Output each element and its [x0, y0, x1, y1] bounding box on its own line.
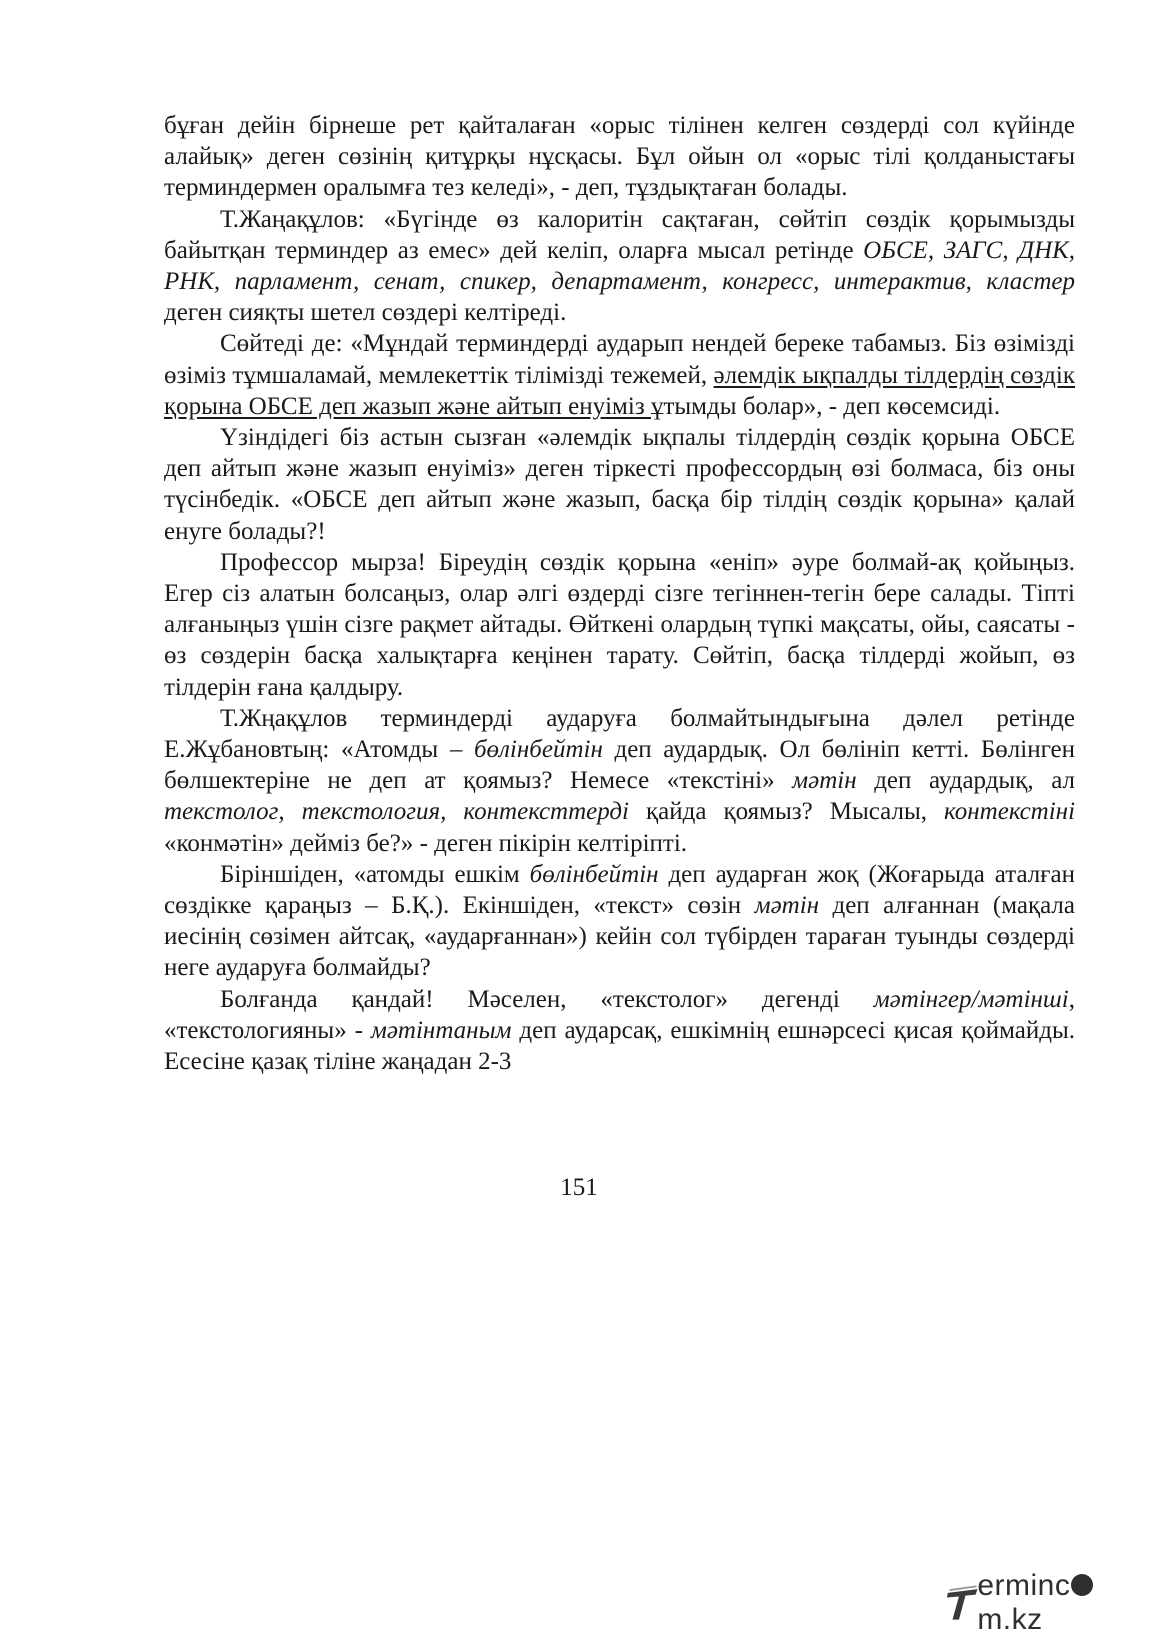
- page-number: 151: [560, 1174, 598, 1201]
- paragraph-3: [164, 328, 1075, 422]
- text-run: деп аударған жоқ (Жоғарыда аталған сөздікке қараңыз – Б.Қ.). Екіншіден, «текст» сөзін: [164, 860, 1075, 920]
- text-run: Біріншіден, «атомды ешкім: [220, 860, 530, 888]
- text-run: Болғанда қандай! Мәселен, «текстолог» дегенді: [220, 985, 874, 1013]
- paragraph-4: [164, 422, 1075, 547]
- text-run: Т.Жаңақұлов: «Бүгінде өз калоритін сақтаған, сөйтіп сөздік қорымызды байытқан терминдер аз емес» дей келіп, оларға мысал ретінде: [164, 205, 1075, 264]
- document-body: [164, 110, 1075, 1077]
- text-run: «конмәтін» дейміз бе?» - деген пікірін келтіріпті.: [164, 829, 688, 857]
- italic-run: мәтінгер/мәтінші: [873, 985, 1069, 1013]
- text-run: деп алғаннан (мақала иесінің сөзімен айтсақ, «аударғаннан») кейін сол түбірден тараған туынды сөздерді неге аударуға болмайды?: [164, 892, 1075, 982]
- text-run: Т.Жңақұлов терминдерді аударуға болмайтындығына дәлел ретінде Е.Жұбановтың: «Атомды –: [164, 704, 1075, 764]
- italic-run: ОБСЕ, ЗАГС, ДНК, РНК, парламент, сенат, спикер, департамент, конгресс, интерактив, кластер: [164, 236, 1075, 296]
- watermark-text: ermincm.kz: [977, 1569, 1146, 1637]
- text-run: ұтымды болар», - деп көсемсиді.: [650, 392, 1001, 420]
- text-run: Сөйтеді де: «Мұндай терминдерді аударып нендей береке табамыз. Біз өзімізді өзіміз тұмшаламай, мемлекеттік тілімізді тежемей,: [164, 330, 1075, 389]
- italic-run: мәтін: [792, 767, 857, 795]
- italic-run: текстолог, текстология, контексттерді: [164, 798, 630, 826]
- text-run: қайда қоямыз? Мысалы,: [629, 798, 945, 826]
- italic-run: бөлінбейтін: [473, 736, 603, 764]
- italic-run: мәтінтаным: [370, 1016, 512, 1044]
- text-run: бұған дейін бірнеше рет қайталаған «орыс тілінен келген сөздерді сол күйінде алайық» деген сөзінің қитұрқы нұсқасы. Бұл ойын ол «орыс тілі қолданыстағы терминдермен оралымға тез келеді», - деп, тұздықтаған болады.: [164, 112, 1075, 202]
- paragraph-7: [164, 859, 1075, 984]
- italic-run: контекстіні: [944, 798, 1076, 826]
- paragraph-8: [164, 984, 1075, 1078]
- text-run: деген сияқты шетел сөздері келтіреді.: [164, 299, 567, 327]
- text-run: деп аудардық. Ол бөлініп кетті. Бөлінген бөлшектеріне не деп ат қоямыз? Немесе «текстіні»: [164, 736, 1075, 795]
- italic-run: мәтін: [754, 892, 820, 920]
- text-run: , «текстологияны» -: [164, 985, 1075, 1044]
- underlined-run: әлемдік ықпалды тілдердің сөздік қорына ОБСЕ деп жазып және айтып енуіміз: [164, 361, 1075, 420]
- text-run: Профессор мырза! Біреудің сөздік қорына «еніп» әуре болмай-ақ қойыңыз. Егер сіз алатын болсаңыз, олар әлгі өздерді сізге тегіннен-тегін бере салады. Тіпті алғаныңыз үшін сізге рақмет айтады. Өйткені олардың түпкі мақсаты, ойы, саясаты - өз сөздерін басқа халықтарға кеңінен тарату. Сөйтіп, басқа тілдерді жойып, өз тілдерін ғана қалдыру.: [164, 548, 1075, 701]
- paragraph-2: [164, 204, 1075, 329]
- text-run: Үзіндідегі біз астын сызған «әлемдік ықпалы тілдердің сөздік қорына ОБСЕ деп айтып және жазып енуіміз» деген тіркесті профессордың өзі болмаса, біз оны түсінбедік. «ОБСЕ деп айтып және жазып, басқа бір тілдің сөздік қорына» қалай енуге болады?!: [164, 424, 1075, 545]
- paragraph-6: [164, 703, 1075, 859]
- text-run: деп аудардық, ал: [856, 767, 1075, 795]
- text-run: деп аударсақ, ешкімнің ешнәрсесі қисая қоймайды. Есесіне қазақ тіліне жаңадан 2-3: [164, 1016, 1076, 1076]
- terminco-logo-icon: [946, 1583, 979, 1623]
- paragraph-5: [164, 547, 1075, 703]
- paragraph-1: [164, 110, 1075, 204]
- terminco-watermark: [946, 1569, 1146, 1636]
- italic-run: бөлінбейтін: [529, 860, 659, 888]
